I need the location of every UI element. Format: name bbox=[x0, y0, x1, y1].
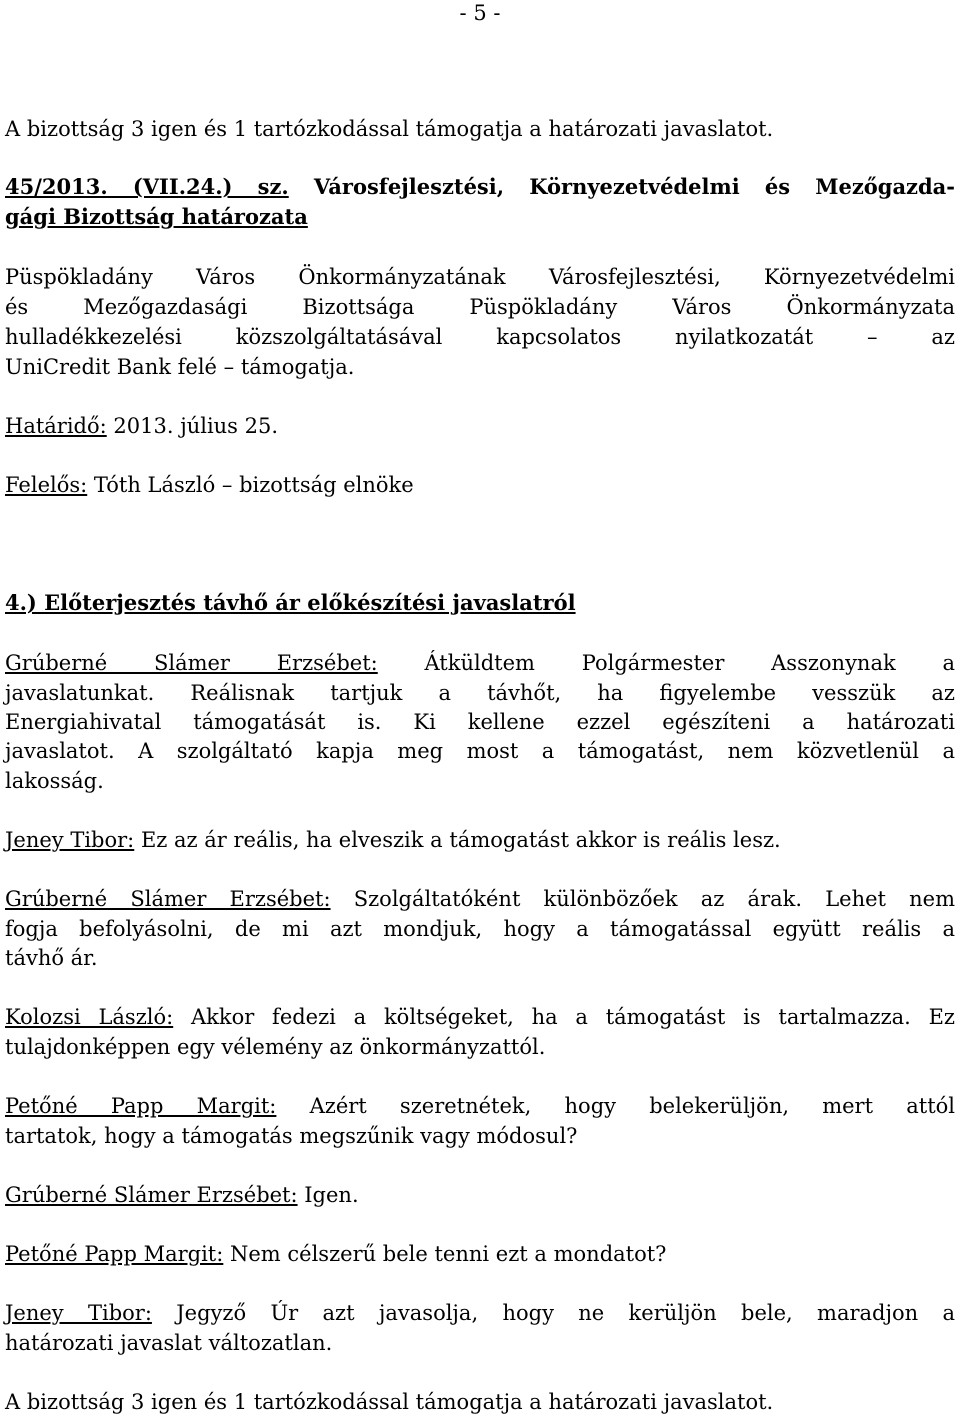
responsible-value: Tóth László – bizottság elnöke bbox=[87, 473, 414, 497]
speech-2-line1: Jeney Tibor: Ez az ár reális, ha elveszik a támogatást akkor is reális lesz. bbox=[5, 828, 781, 852]
speaker-name: Kolozsi László: bbox=[5, 1005, 174, 1029]
speech-3-line3: távhő ár. bbox=[5, 946, 98, 970]
speaker-name: Grúberné Slámer Erzsébet: bbox=[5, 651, 378, 675]
speech-1-line2: javaslatunkat. Reálisnak tartjuk a távhőt, ha figyelembe vesszük az bbox=[5, 681, 955, 705]
agenda-item-title: 4.) Előterjesztés távhő ár előkészítési javaslatról bbox=[5, 590, 576, 615]
speech-1-line3: Energiahivatal támogatását is. Ki kellene ezzel egészíteni a határozati bbox=[5, 710, 955, 734]
deadline-value: 2013. július 25. bbox=[106, 414, 279, 438]
resolution-title-part2: gági Bizottság határozata bbox=[5, 204, 308, 229]
speaker-name: Petőné Papp Margit: bbox=[5, 1094, 277, 1118]
speaker-name: Grúberné Slámer Erzsébet: bbox=[5, 1183, 298, 1207]
speech-6-line1: Grúberné Slámer Erzsébet: Igen. bbox=[5, 1183, 359, 1207]
speech-4-line1: Kolozsi László: Akkor fedezi a költségeket, ha a támogatást is tartalmazza. Ez bbox=[5, 1005, 955, 1029]
vote-result-2: A bizottság 3 igen és 1 tartózkodással támogatja a határozati javaslatot. bbox=[5, 1390, 774, 1414]
deadline-label: Határidő: bbox=[5, 414, 107, 438]
speech-4-line2: tulajdonképpen egy vélemény az önkormányzattól. bbox=[5, 1035, 546, 1059]
speech-5-line1: Petőné Papp Margit: Azért szeretnétek, hogy belekerüljön, mert attól bbox=[5, 1094, 955, 1118]
speech-3-line2: fogja befolyásolni, de mi azt mondjuk, hogy a támogatással együtt reális a bbox=[5, 917, 955, 941]
speech-8-line2: határozati javaslat változatlan. bbox=[5, 1331, 333, 1355]
deadline bbox=[5, 411, 955, 441]
resolution-heading-line1 bbox=[5, 172, 955, 202]
resolution-heading-line2 bbox=[5, 202, 955, 232]
speech-7-line1: Petőné Papp Margit: Nem célszerű bele tenni ezt a mondatot? bbox=[5, 1242, 667, 1266]
speaker-name: Jeney Tibor: bbox=[5, 828, 135, 852]
vote-result-1: A bizottság 3 igen és 1 tartózkodással támogatja a határozati javaslatot. bbox=[5, 117, 774, 141]
speaker-name: Petőné Papp Margit: bbox=[5, 1242, 224, 1266]
speech-8-line1: Jeney Tibor: Jegyző Úr azt javasolja, hogy ne kerüljön bele, maradjon a bbox=[5, 1301, 955, 1325]
speaker-name: Jeney Tibor: bbox=[5, 1301, 152, 1325]
speech-1-line4: javaslatot. A szolgáltató kapja meg most a támogatást, nem közvetlenül a bbox=[5, 739, 955, 763]
resolution-number: 45/2013. (VII.24.) sz. bbox=[5, 174, 289, 199]
speech-5-line2: tartatok, hogy a támogatás megszűnik vagy módosul? bbox=[5, 1124, 578, 1148]
responsible-label: Felelős: bbox=[5, 473, 88, 497]
speaker-name: Grúberné Slámer Erzsébet: bbox=[5, 887, 331, 911]
page-number: - 5 - bbox=[459, 1, 501, 25]
resolution-body-line1: Püspökladány Város Önkormányzatának Városfejlesztési, Környezetvédelmi bbox=[5, 265, 955, 289]
responsible bbox=[5, 470, 955, 500]
speech-1-line5: lakosság. bbox=[5, 769, 104, 793]
resolution-body-line4: UniCredit Bank felé – támogatja. bbox=[5, 355, 355, 379]
resolution-body-line3: hulladékkezelési közszolgáltatásával kapcsolatos nyilatkozatát – az bbox=[5, 325, 955, 349]
resolution-title-part1: Városfejlesztési, Környezetvédelmi és Mezőgazda- bbox=[313, 174, 955, 199]
speech-1-line1: Grúberné Slámer Erzsébet: Átküldtem Polgármester Asszonynak a bbox=[5, 651, 955, 675]
speech-3-line1: Grúberné Slámer Erzsébet: Szolgáltatóként különbözőek az árak. Lehet nem bbox=[5, 887, 955, 911]
resolution-body-line2: és Mezőgazdasági Bizottsága Püspökladány Város Önkormányzata bbox=[5, 295, 955, 319]
